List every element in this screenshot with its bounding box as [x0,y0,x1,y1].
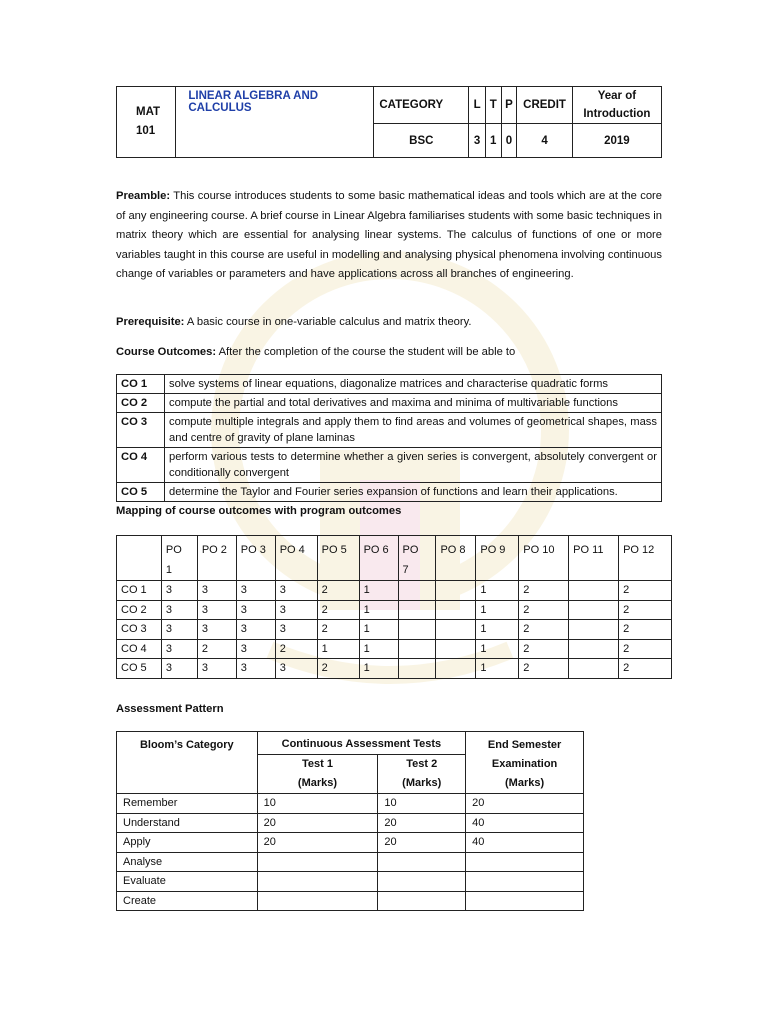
course-outcomes-label: Course Outcomes: [116,346,217,358]
mapping-header-cell: PO 6 [359,536,398,581]
blooms-category-cell: Remember [117,794,258,814]
marks-cell: 20 [466,794,584,814]
po-mapping-cell: 3 [197,581,236,601]
table-row [117,600,672,620]
mapping-header-cell: PO 11 [569,536,619,581]
course-outcomes-table [116,374,662,502]
table-row [117,659,672,679]
po-mapping-cell: 3 [197,659,236,679]
mapping-header-cell: PO 7 [398,536,436,581]
year-label-line1: Year of [597,90,637,102]
mapping-header-cell: PO 12 [619,536,672,581]
blooms-category-cell: Analyse [117,852,258,872]
year-label [572,87,661,124]
marks-cell [378,852,466,872]
po-mapping-cell: 1 [476,659,519,679]
mapping-header-cell: PO 1 [161,536,197,581]
po-mapping-cell: 1 [476,581,519,601]
po-mapping-cell: 2 [619,620,672,640]
po-mapping-cell: 3 [161,659,197,679]
mapping-header-cell: PO 9 [476,536,519,581]
marks-cell [257,872,378,892]
l-value: 3 [469,124,486,158]
l-label: L [469,87,486,124]
po-mapping-cell: 2 [519,581,569,601]
po-mapping-cell: 3 [197,600,236,620]
course-header-table [116,86,662,158]
co-code: CO 5 [117,483,165,502]
mapping-header-cell: PO 3 [236,536,275,581]
marks-cell: 40 [466,813,584,833]
test2-header [378,755,466,794]
table-row [117,833,584,853]
t-value: 1 [485,124,501,158]
po-mapping-cell: 3 [236,600,275,620]
end-sem-header [466,732,584,794]
course-code-line2: 101 [136,125,156,137]
mapping-header-cell [117,536,162,581]
co-row-label: CO 1 [117,581,162,601]
po-mapping-cell: 3 [161,581,197,601]
co-code: CO 2 [117,394,165,413]
mapping-title: Mapping of course outcomes with program outcomes [116,505,402,517]
assessment-title: Assessment Pattern [116,703,224,715]
end-sem-line2: Examination [491,758,558,770]
table-row [117,375,662,394]
mapping-header-row [117,536,672,581]
po-mapping-cell: 2 [317,600,359,620]
prerequisite-label: Prerequisite: [116,316,185,328]
marks-cell: 20 [378,813,466,833]
po-mapping-cell: 1 [476,600,519,620]
marks-cell [466,852,584,872]
co-text: perform various tests to determine whether a given series is convergent, absolutely convergent or conditionally convergent [165,448,662,483]
co-code: CO 4 [117,448,165,483]
po-mapping-cell [436,659,476,679]
co-row-label: CO 4 [117,639,162,659]
marks-cell [378,891,466,911]
course-outcomes-intro: After the completion of the course the student will be able to [218,346,516,358]
po-mapping-cell [398,600,436,620]
mapping-header-cell: PO 10 [519,536,569,581]
marks-cell: 20 [257,813,378,833]
blooms-category-cell: Apply [117,833,258,853]
po-mapping-cell: 2 [619,600,672,620]
po-mapping-table [116,535,672,679]
po-mapping-cell [569,620,619,640]
po-mapping-cell: 3 [236,639,275,659]
po-mapping-cell [569,659,619,679]
table-row [117,581,672,601]
marks-cell: 20 [257,833,378,853]
table-row [117,394,662,413]
category-label: CATEGORY [374,87,469,124]
table-row [117,639,672,659]
po-mapping-cell: 3 [236,581,275,601]
test1-line1: Test 1 [302,758,333,770]
po-mapping-cell: 3 [275,620,317,640]
marks-cell: 10 [378,794,466,814]
po-mapping-cell: 1 [359,639,398,659]
po-mapping-cell [569,581,619,601]
table-row [117,448,662,483]
test1-header [257,755,378,794]
course-outcomes-heading [116,343,662,363]
test2-line2: (Marks) [402,777,442,789]
po-mapping-cell [436,600,476,620]
po-mapping-cell: 1 [359,620,398,640]
po-mapping-cell: 3 [161,620,197,640]
po-mapping-cell: 2 [275,639,317,659]
po-mapping-cell [569,600,619,620]
co-row-label: CO 5 [117,659,162,679]
mapping-header-cell: PO 8 [436,536,476,581]
po-mapping-cell: 2 [317,659,359,679]
marks-cell [466,872,584,892]
po-mapping-cell [398,659,436,679]
po-mapping-cell [436,581,476,601]
marks-cell [378,872,466,892]
co-code: CO 1 [117,375,165,394]
table-row [117,413,662,448]
mapping-header-cell: PO 4 [275,536,317,581]
po-mapping-cell: 1 [359,659,398,679]
mapping-header-cell: PO 2 [197,536,236,581]
prerequisite-paragraph [116,313,662,333]
po-mapping-cell: 3 [161,639,197,659]
test1-line2: (Marks) [297,777,338,789]
po-mapping-cell: 2 [317,620,359,640]
po-mapping-cell [398,581,436,601]
po-mapping-cell: 2 [317,581,359,601]
p-label: P [501,87,517,124]
assessment-table [116,731,584,911]
co-row-label: CO 3 [117,620,162,640]
po-mapping-cell [398,639,436,659]
po-mapping-cell [436,620,476,640]
po-mapping-cell [569,639,619,659]
po-mapping-cell: 2 [519,600,569,620]
po-mapping-cell: 1 [476,639,519,659]
cat-header: Continuous Assessment Tests [257,732,466,755]
co-code: CO 3 [117,413,165,448]
po-mapping-cell: 3 [161,600,197,620]
course-title: LINEAR ALGEBRA AND CALCULUS [176,87,374,158]
po-mapping-cell: 2 [619,581,672,601]
category-value: BSC [374,124,469,158]
po-mapping-cell: 2 [197,639,236,659]
end-sem-line3: (Marks) [505,777,545,789]
marks-cell [257,891,378,911]
po-mapping-cell: 2 [519,659,569,679]
po-mapping-cell: 2 [619,659,672,679]
marks-cell [257,852,378,872]
table-row [117,620,672,640]
po-mapping-cell: 1 [359,581,398,601]
blooms-category-cell: Create [117,891,258,911]
po-mapping-cell [436,639,476,659]
co-row-label: CO 2 [117,600,162,620]
prerequisite-text: A basic course in one-variable calculus and matrix theory. [186,316,472,328]
marks-cell: 10 [257,794,378,814]
preamble-paragraph [116,187,662,285]
marks-cell: 40 [466,833,584,853]
table-row [117,852,584,872]
table-row [117,891,584,911]
marks-cell [466,891,584,911]
po-mapping-cell: 1 [359,600,398,620]
po-mapping-cell: 3 [236,620,275,640]
po-mapping-cell [398,620,436,640]
test2-line1: Test 2 [406,758,438,770]
table-row [117,813,584,833]
credit-value: 4 [517,124,573,158]
table-row [117,794,584,814]
marks-cell: 20 [378,833,466,853]
p-value: 0 [501,124,517,158]
blooms-category-cell: Understand [117,813,258,833]
preamble-label: Preamble: [116,190,171,202]
blooms-header: Bloom’s Category [117,732,258,794]
credit-label: CREDIT [517,87,573,124]
table-row [117,872,584,892]
mapping-header-cell: PO 5 [317,536,359,581]
po-mapping-cell: 3 [197,620,236,640]
po-mapping-cell: 3 [236,659,275,679]
course-code-cell [117,87,176,158]
po-mapping-cell: 1 [317,639,359,659]
po-mapping-cell: 2 [519,620,569,640]
table-row [117,483,662,502]
t-label: T [485,87,501,124]
po-mapping-cell: 3 [275,600,317,620]
end-sem-line1: End Semester [487,739,562,751]
preamble-text: This course introduces students to some basic mathematical ideas and tools which are at the core of any engineering course. A brief course in Linear Algebra familiarises students with some basic techniques in matrix theory which are essential for analysing linear systems. The calculus of functions of one or more variables taught in this course are useful in modelling and analysing physical phenomena involving continuous change of variables or parameters and have applications across all branches of engineering. [116,190,663,280]
blooms-category-cell: Evaluate [117,872,258,892]
co-text: determine the Taylor and Fourier series expansion of functions and learn their applications. [165,483,662,502]
course-code-line1: MAT [136,106,161,118]
year-value: 2019 [572,124,661,158]
po-mapping-cell: 3 [275,659,317,679]
co-text: compute multiple integrals and apply them to find areas and volumes of geometrical shapes, mass and centre of gravity of plane laminas [165,413,662,448]
year-label-line2: Introduction [583,108,651,120]
po-mapping-cell: 3 [275,581,317,601]
co-text: compute the partial and total derivatives and maxima and minima of multivariable functions [165,394,662,413]
po-mapping-cell: 2 [619,639,672,659]
co-text: solve systems of linear equations, diagonalize matrices and characterise quadratic forms [165,375,662,394]
po-mapping-cell: 2 [519,639,569,659]
po-mapping-cell: 1 [476,620,519,640]
assessment-header-row [117,732,584,755]
